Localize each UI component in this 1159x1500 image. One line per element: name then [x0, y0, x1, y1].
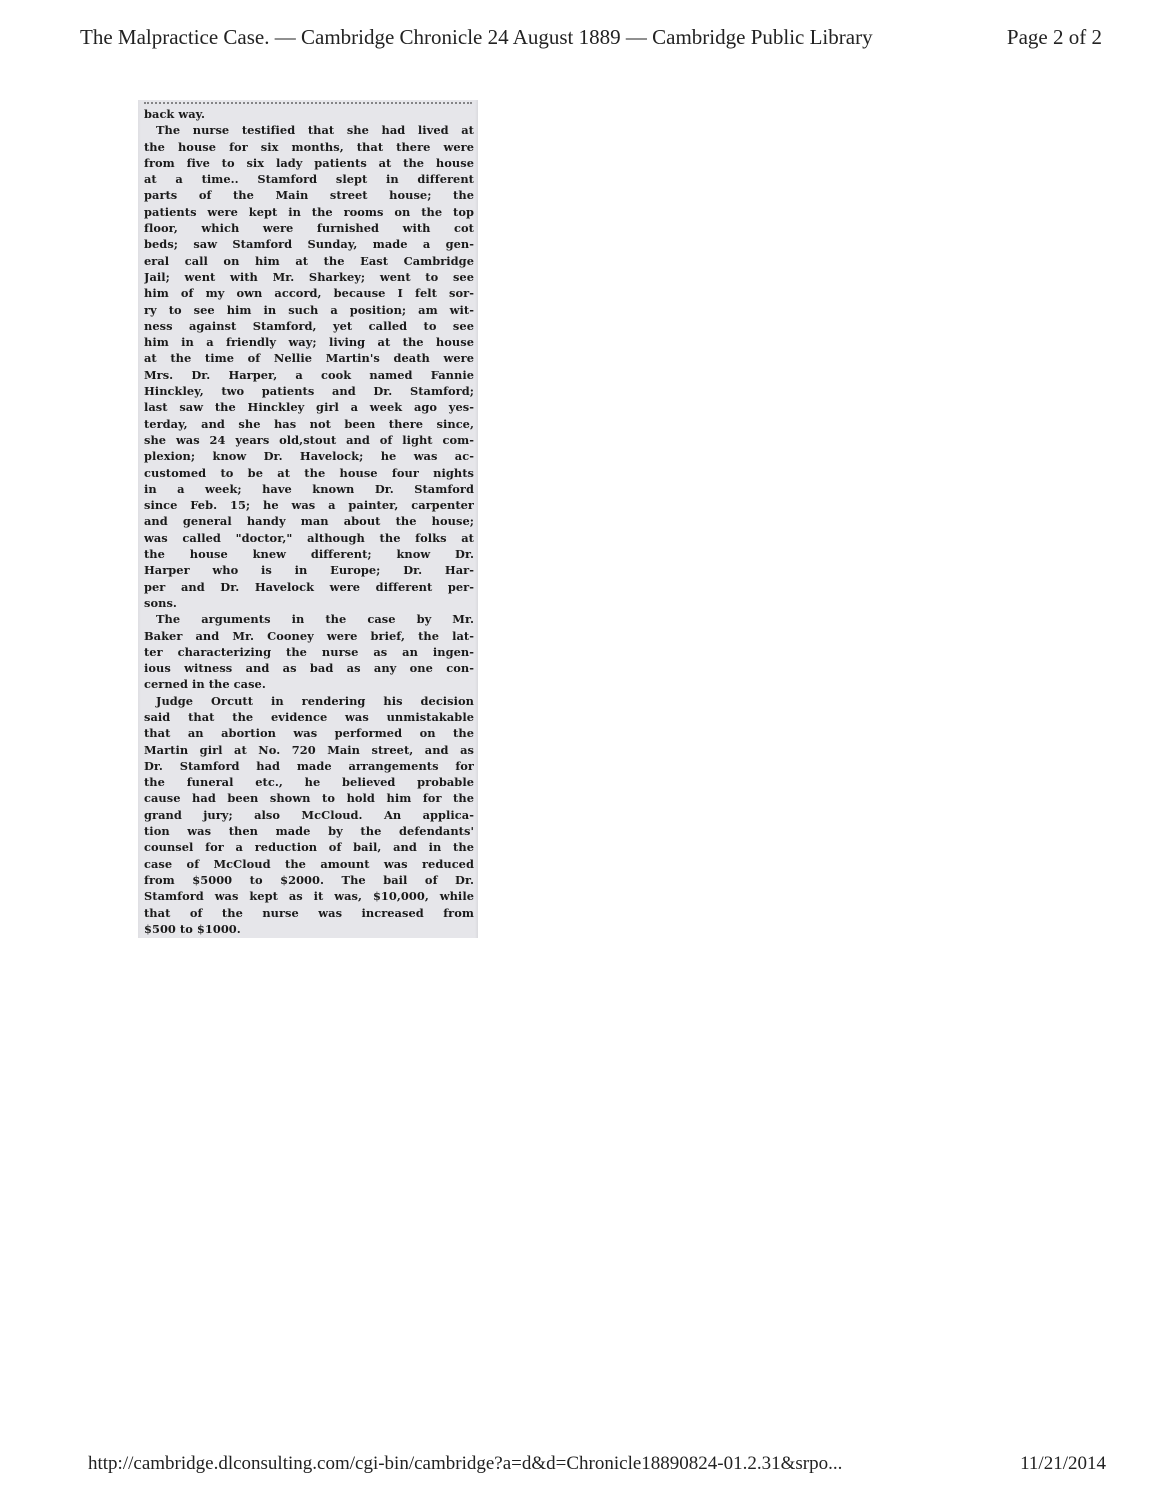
- article-line: case of McCloud the amount was reduced: [144, 856, 474, 871]
- page-footer: [88, 1450, 1106, 1478]
- article-line: parts of the Main street house; the: [144, 188, 474, 203]
- article-line: patients were kept in the rooms on the top: [144, 204, 474, 219]
- article-line: The nurse testified that she had lived at: [156, 123, 474, 138]
- article-line: from five to six lady patients at the house: [144, 155, 474, 170]
- article-line: back way.: [144, 107, 206, 121]
- article-line: since Feb. 15; he was a painter, carpenter: [144, 498, 474, 513]
- article-line: said that the evidence was unmistakable: [144, 709, 474, 724]
- article-line: Judge Orcutt in rendering his decision: [156, 693, 474, 708]
- article-line: cause had been shown to hold him for the: [144, 791, 474, 806]
- article-line: tion was then made by the defendants': [144, 824, 474, 839]
- article-line: ious witness and as bad as any one con-: [144, 661, 474, 676]
- article-line: grand jury; also McCloud. An applica-: [144, 807, 474, 822]
- article-line: was called "doctor," although the folks at: [144, 530, 474, 545]
- article-line: in a week; have known Dr. Stamford: [144, 481, 474, 496]
- article-line: the funeral etc., he believed probable: [144, 775, 474, 790]
- article-line: eral call on him at the East Cambridge: [144, 253, 474, 268]
- article-line: ry to see him in such a position; am wit-: [144, 302, 474, 317]
- article-line: Harper who is in Europe; Dr. Har-: [144, 563, 474, 578]
- article-text: [144, 106, 474, 937]
- article-line: last saw the Hinckley girl a week ago yes-: [144, 400, 474, 415]
- article-line: Hinckley, two patients and Dr. Stamford;: [144, 384, 474, 399]
- article-line: customed to be at the house four nights: [144, 465, 474, 480]
- article-line: at a time.. Stamford slept in different: [144, 172, 474, 187]
- article-line: per and Dr. Havelock were different per-: [144, 579, 474, 594]
- article-line: cerned in the case.: [144, 677, 266, 692]
- article-line: she was 24 years old,stout and of light com-: [144, 432, 474, 447]
- article-line: Martin girl at No. 720 Main street, and as: [144, 742, 474, 757]
- article-line: Baker and Mr. Cooney were brief, the lat-: [144, 628, 474, 643]
- article-line: plexion; know Dr. Havelock; he was ac-: [144, 449, 474, 464]
- print-date: 11/21/2014: [1020, 1453, 1106, 1474]
- document-title: The Malpractice Case. — Cambridge Chronicle 24 August 1889 — Cambridge Public Library: [80, 24, 873, 49]
- page-header: [80, 22, 1102, 52]
- article-line: Dr. Stamford had made arrangements for: [144, 758, 474, 773]
- article-line: Mrs. Dr. Harper, a cook named Fannie: [144, 367, 474, 382]
- page-number: Page 2 of 2: [1006, 24, 1102, 49]
- article-line: Jail; went with Mr. Sharkey; went to see: [144, 269, 474, 284]
- article-line: the house knew different; know Dr.: [144, 547, 474, 562]
- article-line: sons.: [144, 595, 177, 610]
- article-line: him of my own accord, because I felt sor-: [144, 286, 474, 301]
- article-line: the house for six months, that there were: [144, 139, 474, 154]
- article-line: him in a friendly way; living at the house: [144, 335, 474, 350]
- article-line: that an abortion was performed on the: [144, 726, 474, 741]
- article-line: terday, and she has not been there since,: [144, 416, 474, 431]
- article-line: from $5000 to $2000. The bail of Dr.: [144, 872, 474, 887]
- article-line: counsel for a reduction of bail, and in the: [144, 840, 474, 855]
- article-line: Stamford was kept as it was, $10,000, while: [144, 889, 474, 904]
- article-line: floor, which were furnished with cot: [144, 221, 474, 236]
- article-line: beds; saw Stamford Sunday, made a gen-: [144, 237, 474, 252]
- article-line: at the time of Nellie Martin's death were: [144, 351, 474, 366]
- newspaper-clipping: [138, 100, 478, 938]
- article-line: and general handy man about the house;: [144, 514, 474, 529]
- article-line: $500 to $1000.: [144, 921, 241, 936]
- article-line: ter characterizing the nurse as an ingen-: [144, 644, 474, 659]
- article-line: ness against Stamford, yet called to see: [144, 318, 474, 333]
- article-line: The arguments in the case by Mr.: [156, 612, 474, 627]
- article-line: that of the nurse was increased from: [144, 905, 474, 920]
- source-url: http://cambridge.dlconsulting.com/cgi-bin/cambridge?a=d&d=Chronicle18890824-01.2.31&srpo...: [88, 1453, 843, 1474]
